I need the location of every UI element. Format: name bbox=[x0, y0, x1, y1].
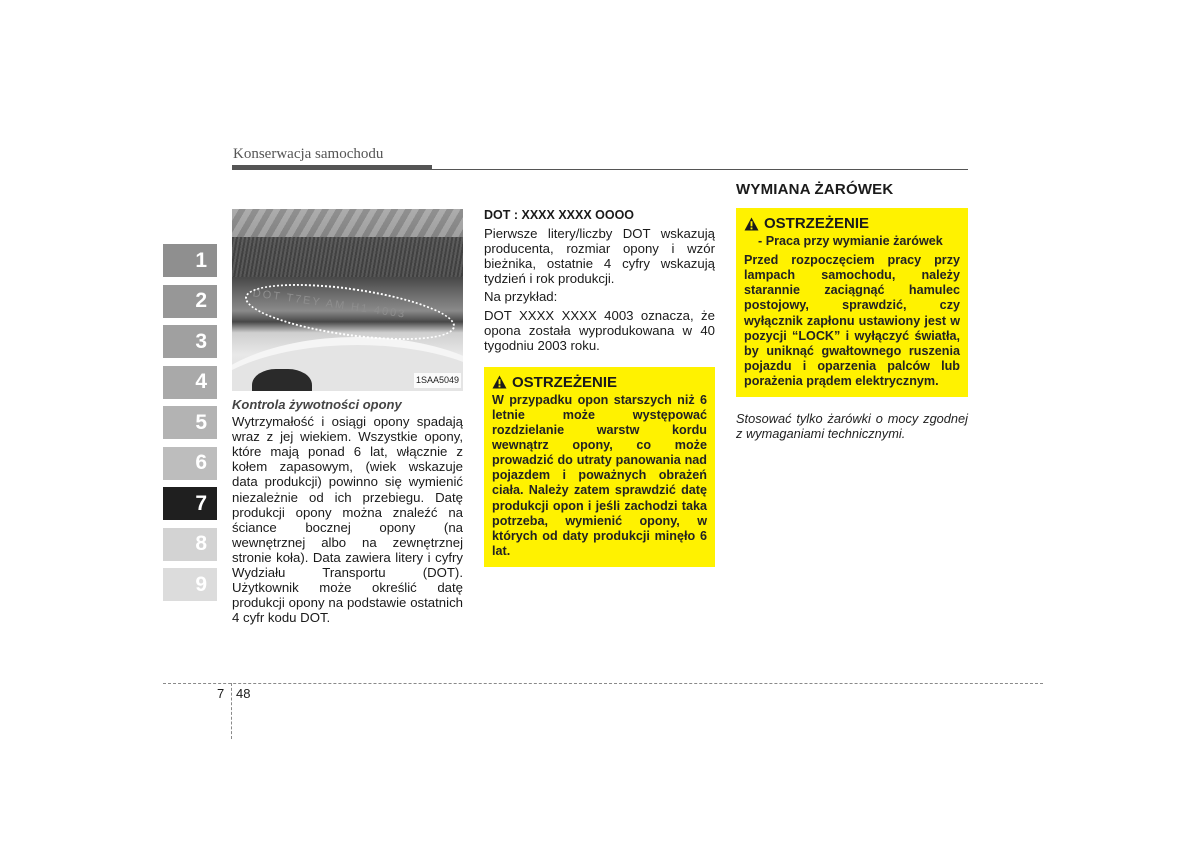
tire-dot-marking: DOT T7EY AM H1 4003 bbox=[251, 287, 407, 321]
header-bar bbox=[232, 165, 432, 170]
warning-triangle-icon bbox=[744, 217, 759, 231]
chapter-tab-label: 3 bbox=[195, 329, 207, 353]
body-paragraph: Pierwsze litery/liczby DOT wskazują producenta, rozmiar opony i wzór bieżnika, ostatnie 4 cyfry wskazują tydzień i rok produkcji. bbox=[484, 226, 715, 287]
subsection-heading: Kontrola żywotności opony bbox=[232, 397, 402, 412]
chapter-tab-label: 9 bbox=[195, 572, 207, 596]
chapter-tab-9[interactable] bbox=[163, 568, 217, 601]
chapter-tab-label: 1 bbox=[195, 248, 207, 272]
chapter-tab-label: 4 bbox=[195, 370, 207, 393]
tire-tread bbox=[232, 209, 463, 237]
warning-body: Przed rozpoczęciem pracy przy lampach samochodu, należy starannie zaciągnąć hamulec postojowy, sprawdzić, czy wyłącznik zapłonu ustawiony jest w pozycji “LOCK” i wyłączyć światła, by uniknąć gwałtownego ruszenia pojazdu i oparzenia palców lub porażenia prądem elektrycznym. bbox=[744, 253, 960, 388]
header-rule bbox=[432, 169, 968, 170]
warning-box bbox=[736, 208, 968, 397]
chapter-tab-2[interactable] bbox=[163, 285, 217, 318]
tire-sidewall-photo bbox=[232, 209, 463, 391]
dot-format-heading: DOT : XXXX XXXX OOOO bbox=[484, 208, 635, 222]
chapter-tab-3[interactable] bbox=[163, 325, 217, 358]
warning-title-text: OSTRZEŻENIE bbox=[512, 373, 618, 391]
right-column bbox=[736, 180, 968, 441]
chapter-tab-5[interactable] bbox=[163, 406, 217, 439]
middle-column bbox=[484, 208, 715, 567]
section-heading: WYMIANA ŻARÓWEK bbox=[736, 181, 894, 198]
photo-code: 1SAA5049 bbox=[414, 373, 461, 388]
chapter-tab-label: 5 bbox=[195, 410, 207, 434]
chapter-tab-label: 8 bbox=[195, 532, 207, 555]
body-paragraph: Wytrzymałość i osiągi opony spadają wraz z jej wiekiem. Wszystkie opony, które mają ponad 6 lat, włącznie z kołem zapasowym, (wiek wskazuje data produkcji) powinno się wymienić niezależnie od ich przebiegu. Datę produkcji opony można znaleźć na ściance bocznej opony (na wewnętrznej albo na zewnętrznej stronie koła). Data zawiera litery i cyfry Wydziału Transportu (DOT). Użytkownik może określić datę produkcji opony na podstawie ostatnich 4 cyfr kodu DOT. bbox=[232, 414, 463, 626]
page-chapter-number: 7 bbox=[217, 686, 225, 701]
chapter-tab-label: 2 bbox=[195, 289, 207, 312]
warning-title-text: OSTRZEŻENIE bbox=[764, 215, 870, 233]
left-column bbox=[232, 209, 463, 625]
chapter-tab-7-active[interactable] bbox=[163, 487, 217, 520]
body-paragraph: Na przykład: bbox=[484, 289, 558, 305]
warning-box bbox=[484, 367, 715, 567]
chapter-tab-8[interactable] bbox=[163, 528, 217, 561]
chapter-tab-6[interactable] bbox=[163, 447, 217, 480]
wheel-hub bbox=[252, 369, 312, 391]
note-text: Stosować tylko żarówki o mocy zgodnej z wymaganiami technicznymi. bbox=[736, 411, 968, 442]
body-paragraph: DOT XXXX XXXX 4003 oznacza, że opona została wyprodukowana w 40 tygodniu 2003 roku. bbox=[484, 307, 715, 353]
chapter-tab-1[interactable] bbox=[163, 244, 217, 277]
tire-sidewall bbox=[232, 237, 463, 277]
chapter-tab-4[interactable] bbox=[163, 366, 217, 399]
footer-divider bbox=[231, 683, 232, 739]
warning-triangle-icon bbox=[492, 375, 507, 389]
warning-title bbox=[492, 374, 707, 391]
warning-subtitle: - Praca przy wymianie żarówek bbox=[758, 234, 943, 249]
warning-body: W przypadku opon starszych niż 6 letnie może występować rozdzielanie warstw kordu wewnątrz opony, co może prowadzić do utraty panowania nad pojazdem i poważnych obrażeń ciała. Należy zatem sprawdzić datę produkcji opon i jeśli zachodzi taka potrzeba, wymienić opony, w których od daty produkcji minęło 6 lat. bbox=[492, 392, 707, 558]
page-number: 48 bbox=[236, 686, 251, 701]
section-title: Konserwacja samochodu bbox=[233, 146, 384, 162]
chapter-tab-label: 6 bbox=[195, 451, 207, 474]
warning-title bbox=[744, 215, 960, 232]
chapter-tab-label: 7 bbox=[195, 491, 207, 515]
footer-rule bbox=[163, 683, 1043, 684]
chapter-tabs bbox=[163, 244, 217, 609]
